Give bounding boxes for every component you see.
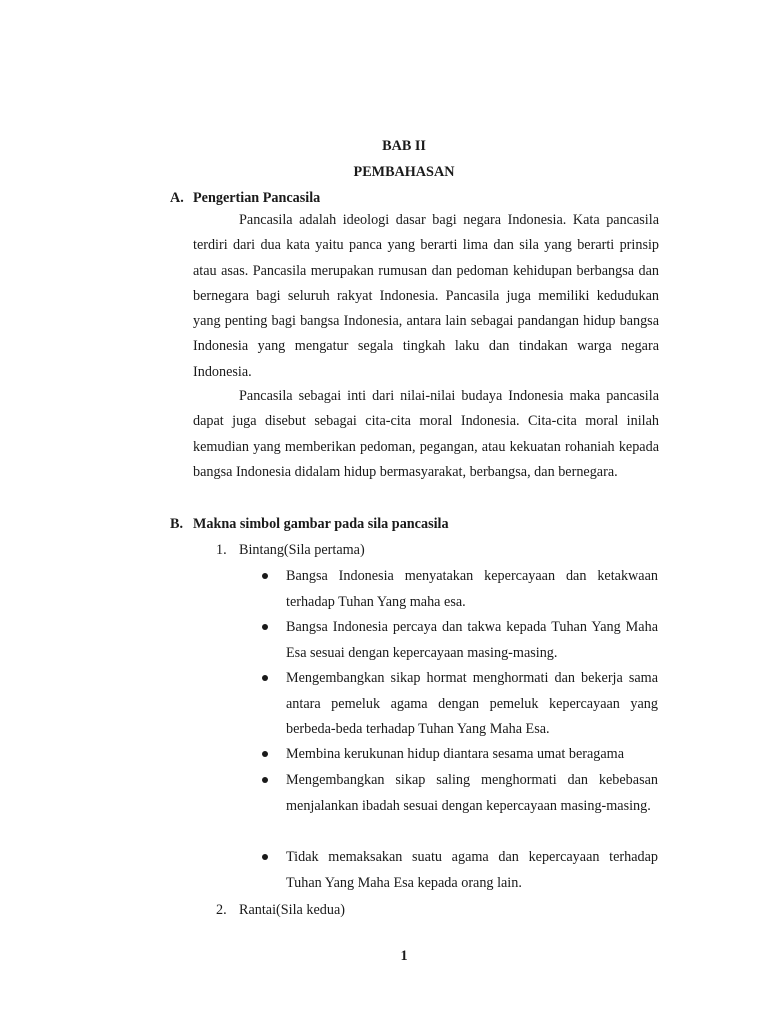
bullet-text: Bangsa Indonesia menyatakan kepercayaan dan ketakwaan terhadap Tuhan Yang maha esa. bbox=[286, 568, 658, 610]
bullet-item bbox=[286, 666, 658, 743]
numbered-item-2 bbox=[216, 900, 656, 920]
section-a-paragraph-2: Pancasila sebagai inti dari nilai-nilai budaya Indonesia maka pancasila dapat juga disebut sebagai cita-cita moral Indonesia. Cita-cita moral inilah kemudian yang memberikan pedoman, pegangan, atau kekuatan rohaniah kepada bangsa Indonesia didalam hidup bermasyarakat, berbangsa, dan bernegara. bbox=[193, 388, 659, 480]
numbered-item-2-number: 2. bbox=[216, 902, 227, 918]
chapter-title: PEMBAHASAN bbox=[353, 164, 455, 180]
section-a-paragraph-1: Pancasila adalah ideologi dasar bagi negara Indonesia. Kata pancasila terdiri dari dua kata yaitu panca yang berarti lima dan sila yang berarti prinsip atau asas. Pancasila merupakan rumusan dan pedoman kehidupan berbangsa dan bernegara bagi seluruh rakyat Indonesia. Pancasila juga memiliki kedudukan yang penting bagi bangsa Indonesia, antara lain sebagai pandangan hidup bangsa Indonesia yang mengatur segala tingkah laku dan tindakan warga negara Indonesia. bbox=[193, 212, 659, 380]
bullet-item bbox=[286, 564, 658, 615]
chapter-number: BAB II bbox=[382, 138, 426, 154]
bullet-icon bbox=[262, 573, 268, 579]
page-number: 1 bbox=[400, 948, 408, 964]
numbered-item-1-label: Bintang(Sila pertama) bbox=[239, 542, 365, 558]
bullet-text: Mengembangkan sikap saling menghormati dan kebebasan menjalankan ibadah sesuai dengan kepercayaan masing-masing. bbox=[286, 772, 658, 814]
section-b-letter: B. bbox=[170, 516, 184, 532]
bullet-icon bbox=[262, 751, 268, 757]
bullet-text: Mengembangkan sikap hormat menghormati dan bekerja sama antara pemeluk agama dengan pemeluk kepercayaan yang berbeda-beda terhadap Tuhan Yang Maha Esa. bbox=[286, 670, 658, 738]
bullet-icon bbox=[262, 675, 268, 681]
bullet-text: Tidak memaksakan suatu agama dan kepercayaan terhadap Tuhan Yang Maha Esa kepada orang lain. bbox=[286, 849, 658, 891]
bullet-item bbox=[286, 615, 658, 666]
bullet-text: Bangsa Indonesia percaya dan takwa kepada Tuhan Yang Maha Esa sesuai dengan kepercayaan masing-masing. bbox=[286, 619, 658, 661]
section-b-title: Makna simbol gambar pada sila pancasila bbox=[193, 516, 449, 532]
bullet-text: Membina kerukunan hidup diantara sesama umat beragama bbox=[286, 746, 625, 762]
bullet-item bbox=[286, 768, 658, 819]
section-a-title: Pengertian Pancasila bbox=[193, 190, 321, 206]
bullet-icon bbox=[262, 624, 268, 630]
bullet-icon bbox=[262, 777, 268, 783]
bullet-item bbox=[286, 742, 658, 768]
numbered-item-1 bbox=[216, 540, 656, 560]
section-a-heading bbox=[170, 188, 670, 208]
numbered-item-2-label: Rantai(Sila kedua) bbox=[239, 902, 345, 918]
bullet-icon bbox=[262, 854, 268, 860]
section-a-letter: A. bbox=[170, 190, 184, 206]
numbered-item-1-number: 1. bbox=[216, 542, 227, 558]
bullet-item bbox=[286, 845, 658, 896]
section-b-heading bbox=[170, 514, 670, 534]
